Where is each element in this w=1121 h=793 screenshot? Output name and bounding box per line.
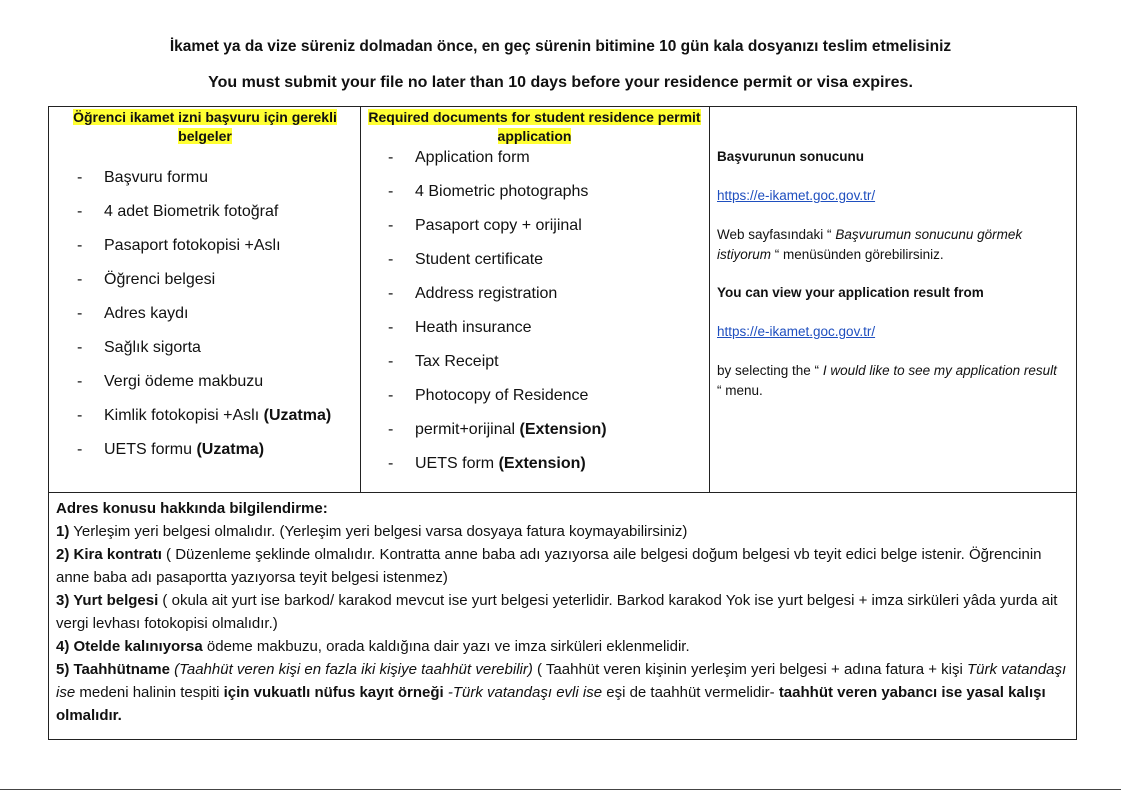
address-item-5: 5) Taahhütname (Taahhüt veren kişi en fazla iki kişiye taahhüt verebilir) ( Taahhüt veren kişinin yerleşim yeri belgesi + adına fatura + kişi Türk vatandaşı ise medeni halinin tespiti için vukuatlı nüfus kayıt örneği -Türk vatandaşı evli ise eşi de taahhüt vermelidir- taahhüt veren yabancı ise yasal kalışı olmalıdır. xyxy=(56,661,1067,724)
col2-title: Required documents for student residence permit application xyxy=(368,109,701,144)
list-item: - Öğrenci belgesi xyxy=(77,263,331,297)
list-item: - Student certificate xyxy=(388,243,607,277)
documents-table xyxy=(48,106,1077,740)
list-item: - Sağlık sigorta xyxy=(77,331,331,365)
list-item: - Heath insurance xyxy=(388,311,607,345)
list-item: - Pasaport copy + orijinal xyxy=(388,209,607,243)
column-divider-1 xyxy=(360,107,361,493)
list-item: - Tax Receipt xyxy=(388,345,607,379)
address-item-4: 4) Otelde kalınıyorsa ödeme makbuzu, orada kaldığına dair yazı ve imza sirküleri eklenmelidir. xyxy=(56,638,690,655)
list-item: - Adres kaydı xyxy=(77,297,331,331)
menu-selection-note: by selecting the “ I would like to see my application result “ menu. xyxy=(717,363,1057,398)
page-bottom-rule xyxy=(0,789,1121,790)
col2-list xyxy=(388,141,607,481)
column-divider-2 xyxy=(709,107,710,493)
list-item: - Application form xyxy=(388,141,607,175)
heading-turkish: İkamet ya da vize süreniz dolmadan önce, en geç sürenin bitimine 10 gün kala dosyanızı teslim etmelisiniz xyxy=(169,38,952,55)
list-item: - 4 Biometric photographs xyxy=(388,175,607,209)
list-item: - Kimlik fotokopisi +Aslı (Uzatma) xyxy=(77,399,331,433)
heading-english: You must submit your file no later than 10 days before your residence permit or visa expires. xyxy=(208,74,913,91)
address-item-1: 1) Yerleşim yeri belgesi olmalıdır. (Yerleşim yeri belgesi varsa dosyaya fatura koymayabilirsiniz) xyxy=(56,523,688,540)
row-divider xyxy=(49,492,1076,493)
address-info-title: Adres konusu hakkında bilgilendirme: xyxy=(56,500,328,517)
list-item: - UETS formu (Uzatma) xyxy=(77,433,331,467)
list-item: - Pasaport fotokopisi +Aslı xyxy=(77,229,331,263)
result-title-tr: Başvurunun sonucunu xyxy=(717,149,865,164)
list-item: - Address registration xyxy=(388,277,607,311)
col1-title: Öğrenci ikamet izni başvuru için gerekli belgeler xyxy=(73,109,337,144)
e-ikamet-link-1[interactable]: https://e-ikamet.goc.gov.tr/ xyxy=(717,188,876,203)
list-item: - permit+orijinal (Extension) xyxy=(388,413,607,447)
col1-list xyxy=(77,161,331,467)
e-ikamet-link-2[interactable]: https://e-ikamet.goc.gov.tr/ xyxy=(717,324,876,339)
list-item: - Vergi ödeme makbuzu xyxy=(77,365,331,399)
list-item: - 4 adet Biometrik fotoğraf xyxy=(77,195,331,229)
address-item-2: 2) Kira kontratı ( Düzenleme şeklinde olmalıdır. Kontratta anne baba adı yazıyorsa aile belgesi doğum belgesi vb teyit edici belge istenir. Öğrencinin anne baba adı pasaportta yazıyorsa teyit belgesi istenmez) xyxy=(56,546,1042,586)
list-item: - UETS form (Extension) xyxy=(388,447,607,481)
list-item: - Başvuru formu xyxy=(77,161,331,195)
list-item: - Photocopy of Residence xyxy=(388,379,607,413)
web-page-note: Web sayfasındaki “ Başvurumun sonucunu görmek istiyorum “ menüsünden görebilirsiniz. xyxy=(717,227,1023,262)
result-title-en: You can view your application result from xyxy=(717,285,984,300)
address-info xyxy=(56,497,1068,727)
address-item-3: 3) Yurt belgesi ( okula ait yurt ise barkod/ karakod mevcut ise yurt belgesi yeterlidir. Barkod karakod Yok ise yurt belgesi + imza sirküleri yâda yurda ait vergi levhası fotokopisi olmalıdır.) xyxy=(56,592,1058,632)
